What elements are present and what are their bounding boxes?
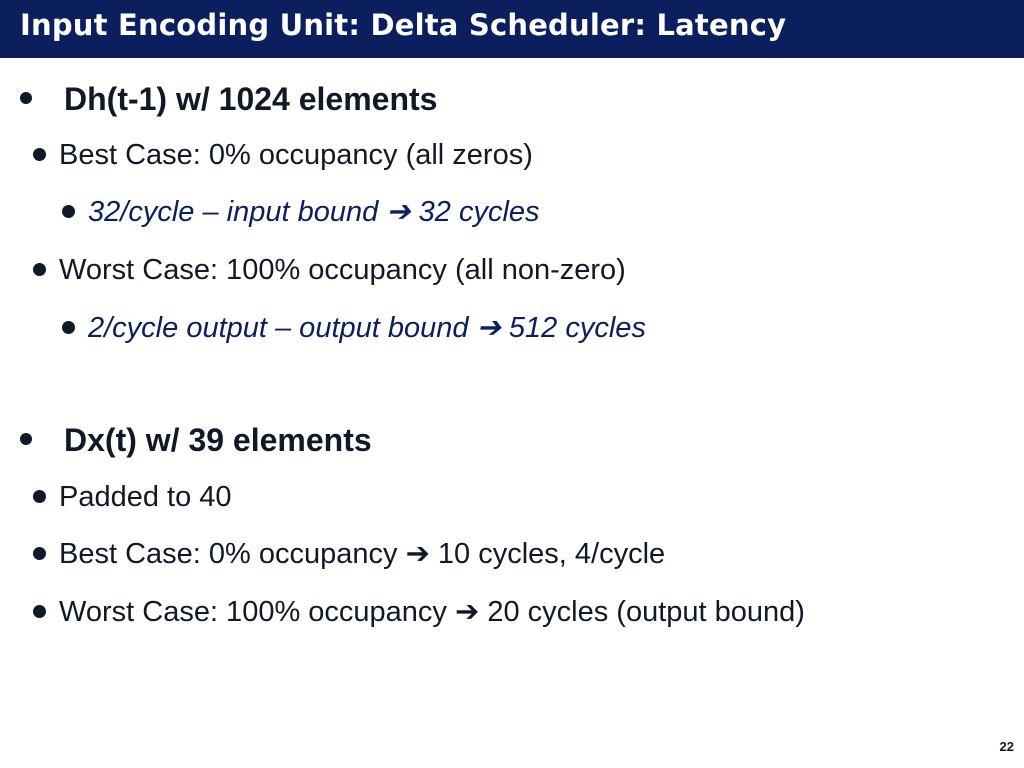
bullet-dh-best-case <box>33 139 993 173</box>
bullet-dot <box>62 205 75 218</box>
slide-title: Input Encoding Unit: Delta Scheduler: Latency <box>20 8 787 42</box>
title-bar <box>0 0 1024 58</box>
bullet-dx-padded <box>33 481 993 515</box>
bullet-dh-heading <box>20 81 1000 119</box>
bullet-text: Best Case: 0% occupancy ➔ 10 cycles, 4/cycle <box>59 538 666 570</box>
bullet-text: Padded to 40 <box>59 481 232 513</box>
bullet-text: Dx(t) w/ 39 elements <box>64 422 372 458</box>
bullet-dot <box>33 148 46 161</box>
bullet-dot <box>20 92 32 104</box>
bullet-dx-worst-case <box>33 596 993 630</box>
bullet-text: 32/cycle – input bound ➔ 32 cycles <box>88 196 540 228</box>
bullet-dh-best-case-detail <box>62 196 992 230</box>
bullet-text: Dh(t-1) w/ 1024 elements <box>64 81 438 117</box>
bullet-dx-heading <box>20 422 1000 460</box>
bullet-dh-worst-case <box>33 254 993 288</box>
bullet-text: 2/cycle output – output bound ➔ 512 cycles <box>88 312 646 344</box>
bullet-dh-worst-case-detail <box>62 312 992 346</box>
bullet-text: Best Case: 0% occupancy (all zeros) <box>59 139 533 171</box>
bullet-dot <box>33 547 46 560</box>
bullet-text: Worst Case: 100% occupancy (all non-zero) <box>59 254 626 286</box>
bullet-dot <box>20 433 32 445</box>
bullet-dot <box>33 605 46 618</box>
bullet-dx-best-case <box>33 538 993 572</box>
page-number: 22 <box>999 739 1014 754</box>
bullet-dot <box>33 490 46 503</box>
bullet-dot <box>62 321 75 334</box>
bullet-text: Worst Case: 100% occupancy ➔ 20 cycles (output bound) <box>59 596 805 628</box>
bullet-dot <box>33 263 46 276</box>
